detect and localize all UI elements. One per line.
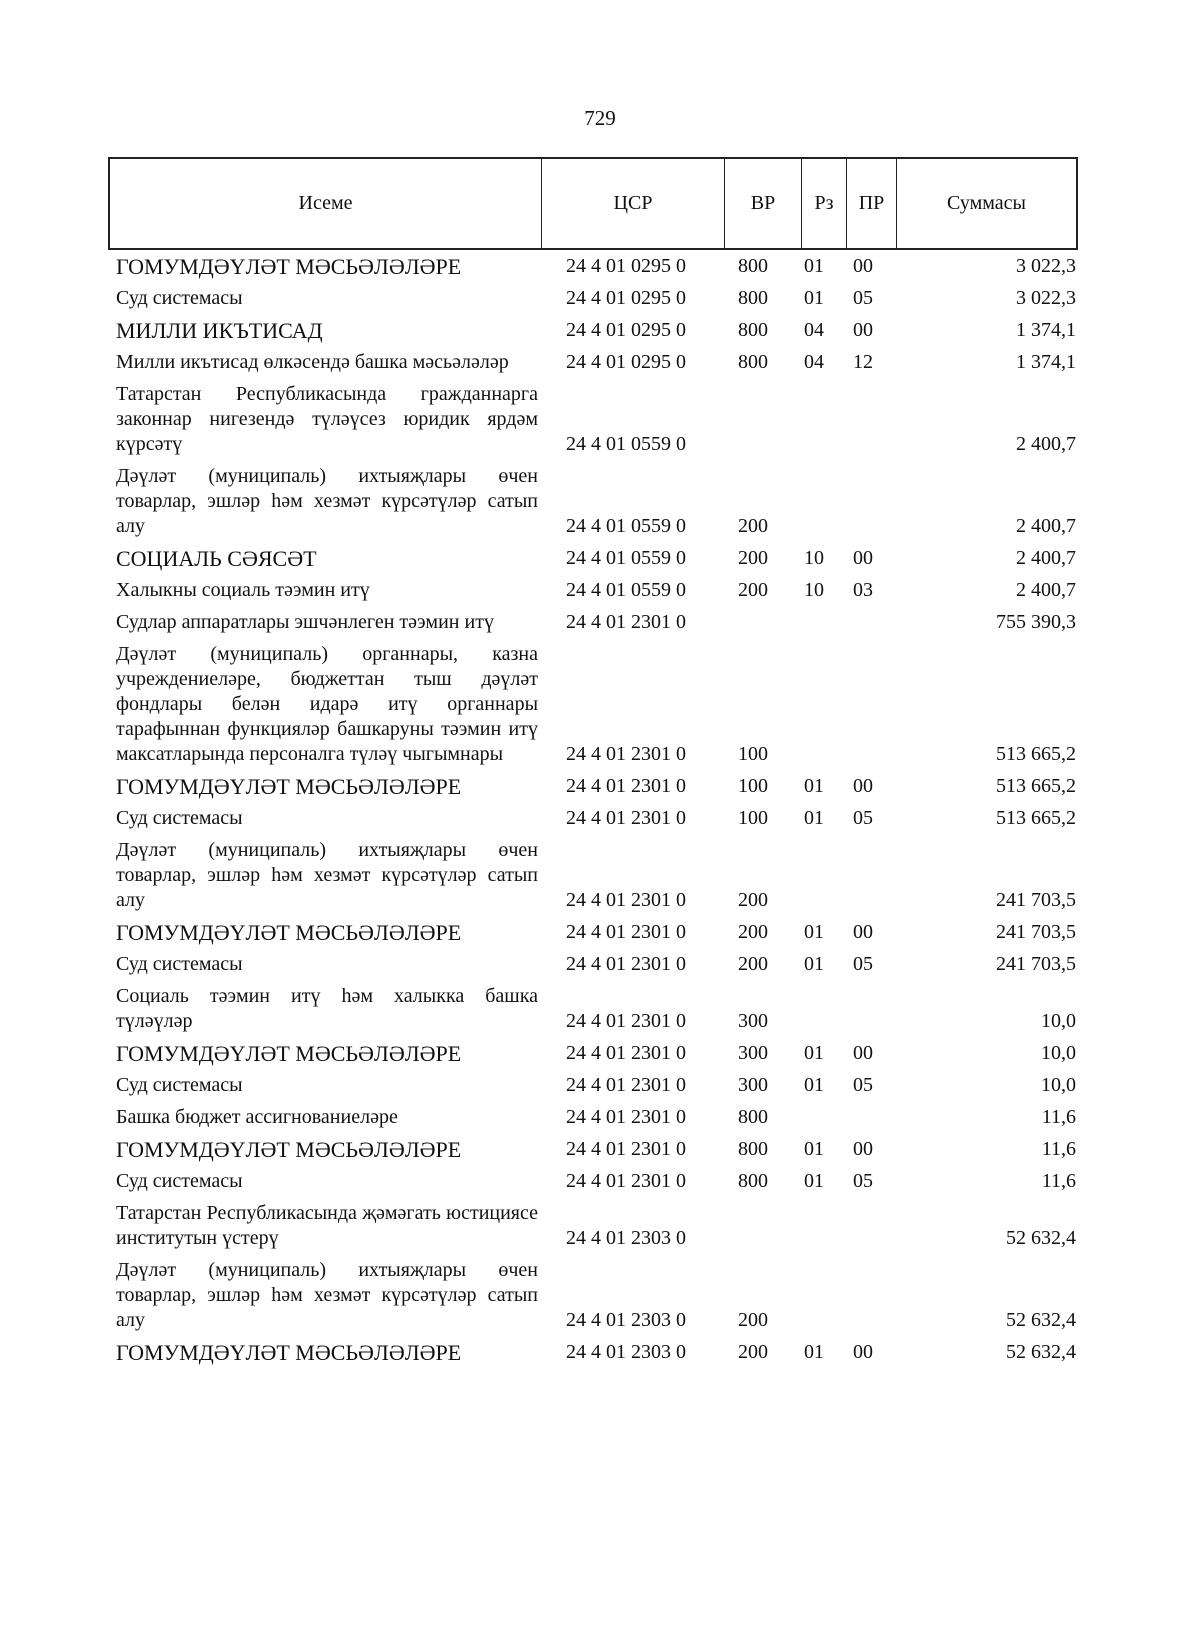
row-sum: 2 400,7 [1016,547,1076,569]
row-vr: 800 [738,287,768,309]
row-csr: 24 4 01 2303 0 [566,1309,686,1331]
table-row [108,607,1078,639]
table-body [108,251,1078,1369]
row-csr: 24 4 01 2301 0 [566,921,686,943]
row-name: Татарстан Республикасында җәмәгать юстициясе институтын үстерү [116,1202,538,1249]
row-name: ГОМУМДӘҮЛӘТ МӘСЬӘЛӘЛӘРЕ [116,254,462,279]
table-row [108,543,1078,575]
row-name: Халыкны социаль тәэмин итү [116,579,370,601]
header-name: Исеме [110,159,542,248]
row-csr: 24 4 01 2301 0 [566,1074,686,1096]
row-csr: 24 4 01 0295 0 [566,319,686,341]
row-sum: 241 703,5 [996,889,1076,911]
table-row [108,981,1078,1038]
row-csr: 24 4 01 2301 0 [566,743,686,765]
row-csr: 24 4 01 2301 0 [566,889,686,911]
header-csr: ЦСР [542,159,725,248]
row-vr: 800 [738,255,768,277]
row-pr: 00 [853,255,873,277]
row-vr: 200 [738,953,768,975]
table-row [108,639,1078,771]
table-header [108,157,1078,250]
row-vr: 100 [738,743,768,765]
row-sum: 10,0 [1041,1042,1076,1064]
row-csr: 24 4 01 2301 0 [566,953,686,975]
row-sum: 1 374,1 [1016,319,1076,341]
row-sum: 2 400,7 [1016,433,1076,455]
row-name: СОЦИАЛЬ СӘЯСӘТ [116,546,317,571]
row-sum: 52 632,4 [1006,1341,1076,1363]
row-vr: 100 [738,807,768,829]
row-csr: 24 4 01 2303 0 [566,1341,686,1363]
table-row [108,283,1078,315]
row-pr: 05 [853,287,873,309]
table-row [108,347,1078,379]
table-row [108,379,1078,461]
row-vr: 100 [738,775,768,797]
row-csr: 24 4 01 2301 0 [566,775,686,797]
row-name: Социаль тәэмин итү һәм халыкка башка түләүләр [116,985,538,1032]
row-name: ГОМУМДӘҮЛӘТ МӘСЬӘЛӘЛӘРЕ [116,1041,462,1066]
table-row [108,575,1078,607]
row-rz: 01 [804,775,824,797]
row-rz: 01 [804,1341,824,1363]
table-row [108,835,1078,917]
row-vr: 200 [738,889,768,911]
row-sum: 3 022,3 [1016,287,1076,309]
row-name: Суд системасы [116,1170,243,1192]
row-name: ГОМУМДӘҮЛӘТ МӘСЬӘЛӘЛӘРЕ [116,774,462,799]
row-sum: 11,6 [1041,1106,1076,1128]
row-sum: 2 400,7 [1016,579,1076,601]
row-name: Дәүләт (муниципаль) органнары, казна учреждениеләре, бюджеттан тыш дәүләт фондлары белән идарә итү органнары тарафыннан функцияләр башкаруны тәэмин итү максатларында персоналга түләү чыгымнары [116,643,538,765]
row-sum: 513 665,2 [996,807,1076,829]
header-pr: ПР [847,159,897,248]
row-sum: 10,0 [1041,1074,1076,1096]
row-sum: 2 400,7 [1016,515,1076,537]
row-sum: 3 022,3 [1016,255,1076,277]
row-name: ГОМУМДӘҮЛӘТ МӘСЬӘЛӘЛӘРЕ [116,1340,462,1365]
row-csr: 24 4 01 0295 0 [566,287,686,309]
row-rz: 01 [804,807,824,829]
row-pr: 00 [853,547,873,569]
row-name: Милли икътисад өлкәсендә башка мәсьәләләр [116,351,509,373]
row-pr: 05 [853,953,873,975]
row-name: Суд системасы [116,807,243,829]
row-name: Суд системасы [116,287,243,309]
row-vr: 300 [738,1042,768,1064]
row-pr: 05 [853,1074,873,1096]
row-sum: 52 632,4 [1006,1227,1076,1249]
row-csr: 24 4 01 2301 0 [566,1170,686,1192]
row-csr: 24 4 01 0295 0 [566,255,686,277]
row-name: ГОМУМДӘҮЛӘТ МӘСЬӘЛӘЛӘРЕ [116,920,462,945]
table-row [108,1134,1078,1166]
row-name: Дәүләт (муниципаль) ихтыяҗлары өчен товарлар, эшләр һәм хезмәт күрсәтүләр сатып алу [116,839,538,911]
table-row [108,917,1078,949]
row-vr: 800 [738,1138,768,1160]
table-row [108,1070,1078,1102]
row-csr: 24 4 01 0559 0 [566,433,686,455]
row-pr: 05 [853,1170,873,1192]
row-csr: 24 4 01 0295 0 [566,351,686,373]
row-rz: 10 [804,579,824,601]
row-pr: 00 [853,319,873,341]
row-vr: 200 [738,921,768,943]
table-row [108,803,1078,835]
table-row [108,251,1078,283]
row-name: Башка бюджет ассигнованиеләре [116,1106,398,1128]
row-rz: 10 [804,547,824,569]
row-csr: 24 4 01 2301 0 [566,1042,686,1064]
row-vr: 800 [738,351,768,373]
row-rz: 04 [804,319,824,341]
table-row [108,771,1078,803]
row-pr: 00 [853,775,873,797]
row-sum: 513 665,2 [996,743,1076,765]
row-vr: 300 [738,1074,768,1096]
row-name: ГОМУМДӘҮЛӘТ МӘСЬӘЛӘЛӘРЕ [116,1137,462,1162]
row-rz: 01 [804,1138,824,1160]
row-sum: 755 390,3 [996,611,1076,633]
row-rz: 01 [804,1074,824,1096]
row-sum: 11,6 [1041,1138,1076,1160]
row-vr: 200 [738,515,768,537]
row-sum: 241 703,5 [996,921,1076,943]
row-pr: 05 [853,807,873,829]
row-rz: 01 [804,921,824,943]
row-csr: 24 4 01 2301 0 [566,1010,686,1032]
row-vr: 800 [738,1170,768,1192]
table-row [108,315,1078,347]
row-pr: 03 [853,579,873,601]
page-number: 729 [584,106,616,130]
row-sum: 10,0 [1041,1010,1076,1032]
row-name: Дәүләт (муниципаль) ихтыяҗлары өчен товарлар, эшләр һәм хезмәт күрсәтүләр сатып алу [116,1259,538,1331]
header-rz: Рз [802,159,847,248]
row-csr: 24 4 01 0559 0 [566,515,686,537]
row-sum: 241 703,5 [996,953,1076,975]
table-row [108,461,1078,543]
row-csr: 24 4 01 2301 0 [566,1106,686,1128]
row-sum: 1 374,1 [1016,351,1076,373]
row-pr: 00 [853,1341,873,1363]
row-sum: 513 665,2 [996,775,1076,797]
row-pr: 00 [853,921,873,943]
row-vr: 200 [738,1309,768,1331]
row-rz: 01 [804,1042,824,1064]
row-name: Дәүләт (муниципаль) ихтыяҗлары өчен товарлар, эшләр һәм хезмәт күрсәтүләр сатып алу [116,465,538,537]
row-rz: 01 [804,1170,824,1192]
row-rz: 04 [804,351,824,373]
row-vr: 800 [738,1106,768,1128]
row-csr: 24 4 01 2301 0 [566,611,686,633]
row-sum: 11,6 [1041,1170,1076,1192]
row-csr: 24 4 01 0559 0 [566,547,686,569]
row-vr: 300 [738,1010,768,1032]
table-row [108,1166,1078,1198]
row-csr: 24 4 01 2303 0 [566,1227,686,1249]
table-row [108,1198,1078,1255]
table-row [108,1038,1078,1070]
row-vr: 200 [738,1341,768,1363]
row-pr: 12 [853,351,873,373]
row-name: Суд системасы [116,1074,243,1096]
row-pr: 00 [853,1042,873,1064]
row-pr: 00 [853,1138,873,1160]
row-vr: 800 [738,319,768,341]
row-rz: 01 [804,287,824,309]
row-name: Татарстан Республикасында гражданнарга законнар нигезендә түләүсез юридик ярдәм күрсәтү [116,383,538,455]
row-name: Суд системасы [116,953,243,975]
table-row [108,1337,1078,1369]
row-rz: 01 [804,953,824,975]
row-csr: 24 4 01 2301 0 [566,807,686,829]
header-vr: ВР [725,159,802,248]
header-sum: Суммасы [947,192,1026,214]
row-sum: 52 632,4 [1006,1309,1076,1331]
table-row [108,1255,1078,1337]
row-vr: 200 [738,547,768,569]
row-name: МИЛЛИ ИКЪТИСАД [116,318,323,343]
row-csr: 24 4 01 0559 0 [566,579,686,601]
table-row [108,1102,1078,1134]
row-csr: 24 4 01 2301 0 [566,1138,686,1160]
row-vr: 200 [738,579,768,601]
row-name: Судлар аппаратлары эшчәнлеген тәэмин итү [116,611,494,633]
row-rz: 01 [804,255,824,277]
table-row [108,949,1078,981]
